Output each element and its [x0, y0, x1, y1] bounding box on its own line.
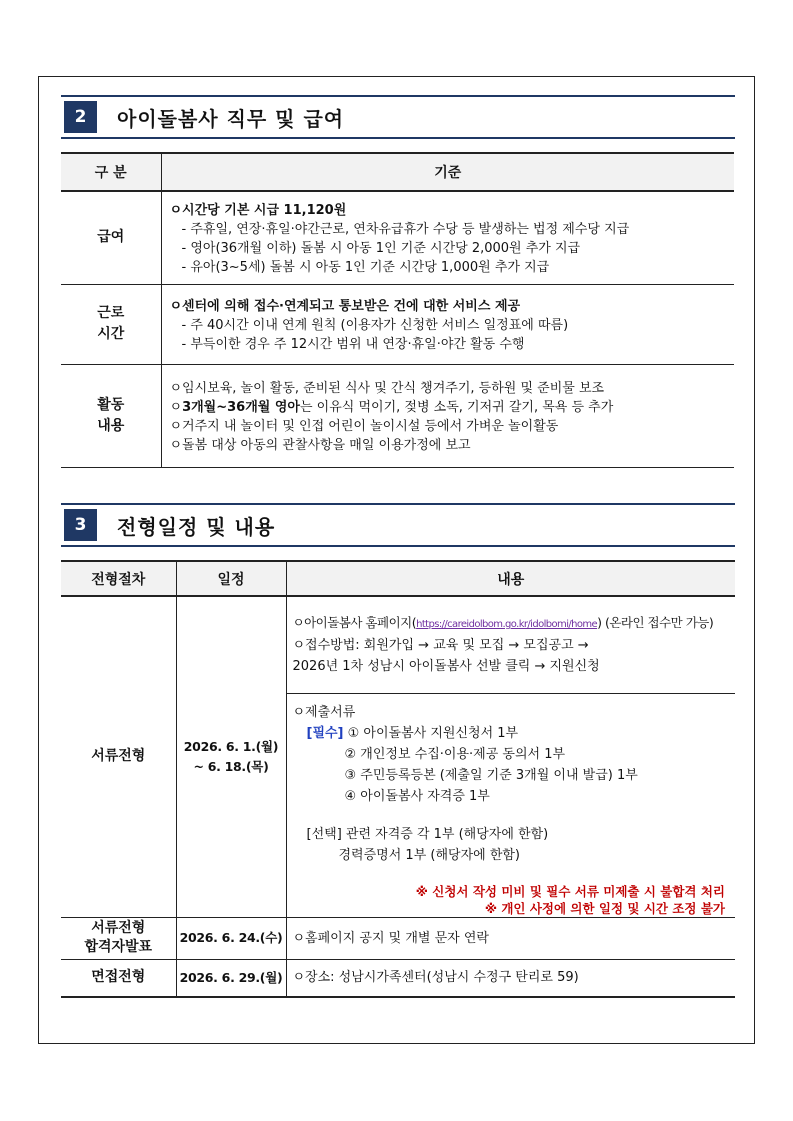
- table-header-row: [61, 153, 734, 191]
- section-3-header: [61, 503, 735, 547]
- header-bottom-rule: [61, 545, 735, 547]
- homepage-line: ㅇ아이돌봄사 홈페이지(https://careidolbom.go.kr/idolbomi/home) (온라인 접수만 가능): [292, 615, 714, 631]
- table-header-row: [61, 561, 735, 596]
- row-label: 서류전형 합격자발표: [61, 917, 176, 959]
- content-line: ㅇ3개월~36개월 영아는 이유식 먹이기, 젖병 소독, 기저귀 갈기, 목욕 등 추가: [169, 399, 614, 415]
- content-line: - 주 40시간 이내 연계 원칙 (이용자가 신청한 서비스 일정표에 따름): [181, 317, 569, 333]
- table-row-interview: [61, 959, 735, 997]
- warning-note: ※ 신청서 작성 미비 및 필수 서류 미제출 시 불합격 처리: [415, 883, 725, 899]
- content-line: ㅇ돌봄 대상 아동의 관찰사항을 매일 이용가정에 보고: [169, 437, 471, 453]
- row-date: 2026. 6. 1.(월) ~ 6. 18.(목): [176, 596, 286, 917]
- section-number: 3: [64, 509, 97, 541]
- method-line: ㅇ접수방법: 회원가입 → 교육 및 모집 → 모집공고 →: [292, 638, 589, 654]
- required-doc: ② 개인정보 수집·이용·제공 동의서 1부: [344, 746, 566, 762]
- table-row-work-hours: [61, 284, 734, 364]
- content-line: - 유아(3~5세) 돌봄 시 아동 1인 기준 시간당 1,000원 추가 지급: [181, 259, 550, 275]
- table-row-document-screening: [61, 596, 735, 693]
- content-line: ㅇ센터에 의해 접수·연계되고 통보받은 건에 대한 서비스 제공: [169, 298, 521, 314]
- row-content: [161, 191, 734, 284]
- row-label: 면접전형: [61, 959, 176, 997]
- content-line: - 영아(36개월 이하) 돌봄 시 아동 1인 기준 시간당 2,000원 추가 지급: [181, 240, 581, 256]
- method-line: 2026년 1차 성남시 아이돌봄사 선발 클릭 → 지원신청: [292, 659, 600, 675]
- column-header-schedule: 일정: [176, 561, 286, 596]
- row-content: [161, 364, 734, 467]
- column-header-step: 전형절차: [61, 561, 176, 596]
- table-row-result-announcement: [61, 917, 735, 959]
- section-number: 2: [64, 101, 97, 133]
- row-content: [161, 284, 734, 364]
- optional-tag: [선택]: [306, 826, 342, 842]
- docs-heading: ㅇ제출서류: [292, 704, 356, 720]
- row-label: 근로 시간: [61, 284, 161, 364]
- row-content: ㅇ장소: 성남시가족센터(성남시 수정구 탄리로 59): [286, 959, 735, 997]
- row-date: 2026. 6. 29.(월): [176, 959, 286, 997]
- required-tag: [필수]: [306, 725, 344, 741]
- content-line: - 부득이한 경우 주 12시간 범위 내 연장·휴일·야간 활동 수행: [181, 336, 525, 352]
- column-header-criteria: 기준: [161, 153, 734, 191]
- row-label: 서류전형: [61, 596, 176, 917]
- section-title: 전형일정 및 내용: [117, 515, 276, 539]
- column-header-category: 구 분: [61, 153, 161, 191]
- header-bottom-rule: [61, 137, 735, 139]
- row-label: 급여: [61, 191, 161, 284]
- schedule-table: [61, 560, 735, 998]
- table-row-activities: [61, 364, 734, 467]
- table-row-salary: [61, 191, 734, 284]
- content-line: ㅇ임시보육, 놀이 활동, 준비된 식사 및 간식 챙겨주기, 등하원 및 준비물 보조: [169, 380, 605, 396]
- content-line: - 주휴일, 연장·휴일·야간근로, 연차유급휴가 수당 등 발생하는 법정 제수당 지급: [181, 221, 630, 237]
- section-2-header: [61, 95, 735, 139]
- submission-documents: [286, 693, 735, 917]
- column-header-content: 내용: [286, 561, 735, 596]
- header-top-rule: [61, 95, 735, 97]
- homepage-link[interactable]: https://careidolbom.go.kr/idolbomi/home: [416, 619, 598, 631]
- header-top-rule: [61, 503, 735, 505]
- row-date: 2026. 6. 24.(수): [176, 917, 286, 959]
- required-doc: [필수] ① 아이돌봄사 지원신청서 1부: [306, 725, 519, 741]
- duty-salary-table: [61, 152, 734, 468]
- required-doc: ④ 아이돌봄사 자격증 1부: [344, 788, 490, 804]
- required-doc: ③ 주민등록등본 (제출일 기준 3개월 이내 발급) 1부: [344, 767, 638, 783]
- content-line: ㅇ거주지 내 놀이터 및 인접 어린이 놀이시설 등에서 가벼운 놀이활동: [169, 418, 559, 434]
- optional-doc: 경력증명서 1부 (해당자에 한함): [338, 847, 521, 863]
- content-line: ㅇ시간당 기본 시급 11,120원: [169, 202, 347, 218]
- warning-note: ※ 개인 사정에 의한 일정 및 시간 조정 불가: [484, 900, 725, 916]
- row-label: 활동 내용: [61, 364, 161, 467]
- row-content: ㅇ홈페이지 공지 및 개별 문자 연락: [286, 917, 735, 959]
- section-title: 아이돌봄사 직무 및 급여: [117, 107, 345, 131]
- optional-doc: [선택] 관련 자격증 각 1부 (해당자에 한함): [306, 826, 549, 842]
- application-info: [286, 596, 735, 693]
